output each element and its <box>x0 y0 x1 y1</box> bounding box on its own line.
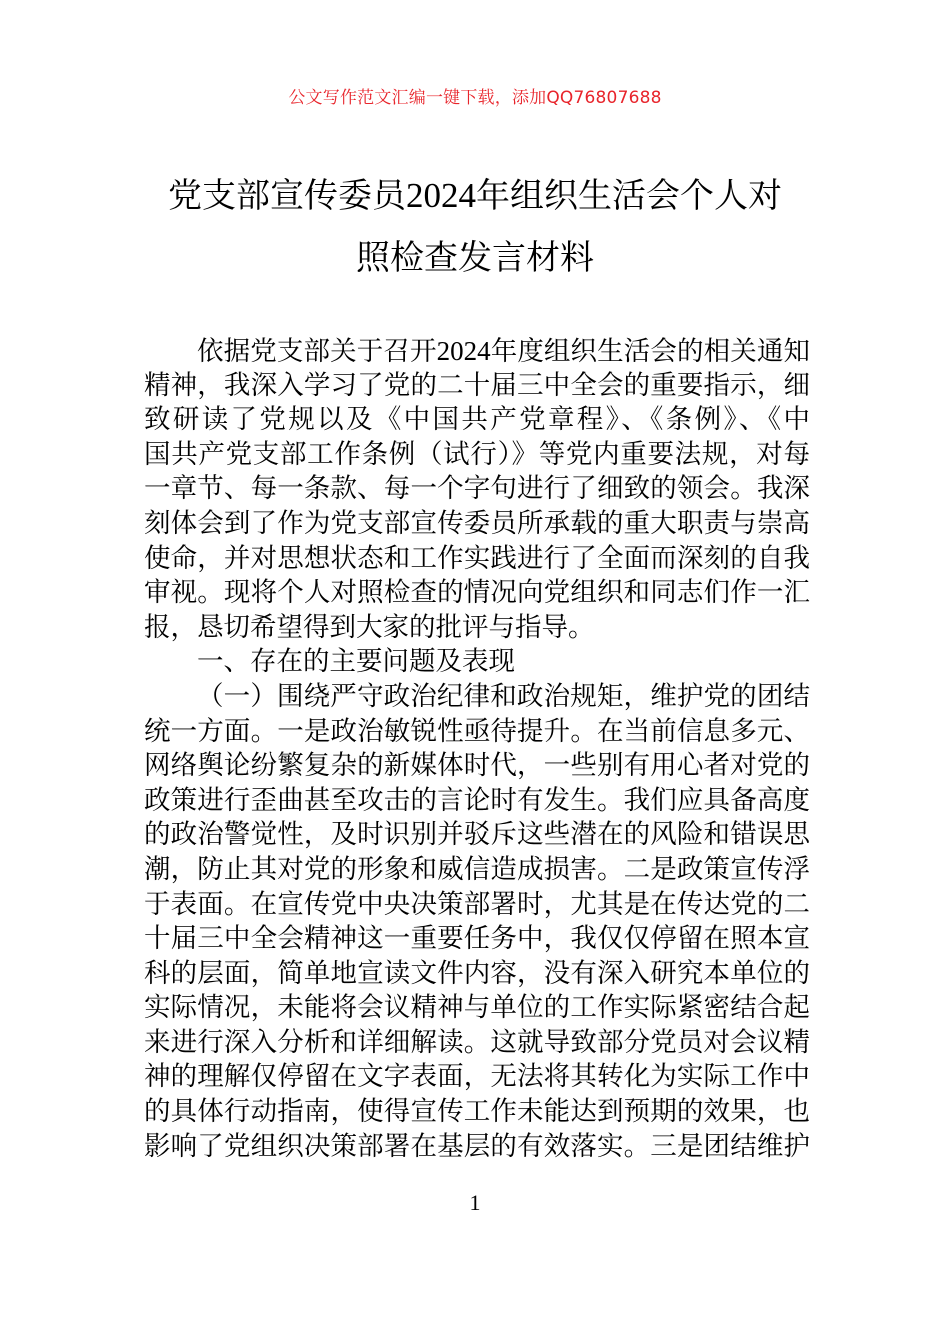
paragraph-line: 政策进行歪曲甚至攻击的言论时有发生。我们应具备高度 <box>144 784 810 816</box>
document-body <box>144 334 810 1164</box>
paragraph-line: 的具体行动指南，使得宣传工作未能达到预期的效果，也 <box>144 1096 810 1128</box>
paragraph-line: 潮，防止其对党的形象和威信造成损害。二是政策宣传浮 <box>144 853 810 885</box>
document-title-line-1 <box>100 176 850 216</box>
title-year: 2024 <box>406 176 476 215</box>
paragraph-line: 影响了党组织决策部署在基层的有效落实。三是团结维护 <box>144 1130 810 1162</box>
paragraph-line: 统一方面。一是政治敏锐性亟待提升。在当前信息多元、 <box>144 715 810 747</box>
paragraph-line: 使命，并对思想状态和工作实践进行了全面而深刻的自我 <box>144 542 810 574</box>
paragraph-line: 刻体会到了作为党支部宣传委员所承载的重大职责与崇高 <box>144 507 810 539</box>
paragraph-line: 报，恳切希望得到大家的批评与指导。 <box>144 611 595 643</box>
title-text: 党支部宣传委员 <box>168 176 406 216</box>
paragraph-line: 神的理解仅停留在文字表面，无法将其转化为实际工作中 <box>144 1061 810 1093</box>
paragraph-line: 十届三中全会精神这一重要任务中，我仅仅停留在照本宣 <box>144 923 810 955</box>
paragraph-line: 一章节、每一条款、每一个字句进行了细致的领会。我深 <box>144 473 810 505</box>
watermark-header: 公文写作范文汇编一键下载，添加QQ76807688 <box>288 88 662 108</box>
paragraph-line: 的政治警觉性，及时识别并驳斥这些潜在的风险和错误思 <box>144 819 810 851</box>
paragraph-line: 科的层面，简单地宣读文件内容，没有深入研究本单位的 <box>144 957 810 989</box>
paragraph-line: 网络舆论纷繁复杂的新媒体时代，一些别有用心者对党的 <box>144 750 810 782</box>
paragraph-line: 精神，我深入学习了党的二十届三中全会的重要指示，细 <box>144 369 810 401</box>
title-text: 年组织生活会个人对 <box>476 176 782 216</box>
page-number: 1 <box>469 1190 481 1215</box>
paragraph-line: 于表面。在宣传党中央决策部署时，尤其是在传达党的二 <box>144 888 810 920</box>
paragraph-line: 致研读了党规以及《中国共产党章程》、《条例》、《中 <box>144 404 810 436</box>
section-heading: 一、存在的主要问题及表现 <box>197 646 515 678</box>
document-title-line-2: 照检查发言材料 <box>356 238 594 278</box>
paragraph-line: 审视。现将个人对照检查的情况向党组织和同志们作一汇 <box>144 577 810 609</box>
subsection-heading-line: （一）围绕严守政治纪律和政治规矩，维护党的团结 <box>197 680 810 712</box>
paragraph-line: 来进行深入分析和详细解读。这就导致部分党员对会议精 <box>144 1026 810 1058</box>
paragraph-line: 实际情况，未能将会议精神与单位的工作实际紧密结合起 <box>144 992 810 1024</box>
text-span: 依据党支部关于召开 <box>197 336 437 367</box>
year-number: 2024 <box>436 336 491 366</box>
paragraph-line: 国共产党支部工作条例（试行）》等党内重要法规，对每 <box>144 438 810 470</box>
paragraph-intro-line <box>144 334 810 369</box>
text-span: 年度组织生活会的相关通知 <box>490 336 811 367</box>
